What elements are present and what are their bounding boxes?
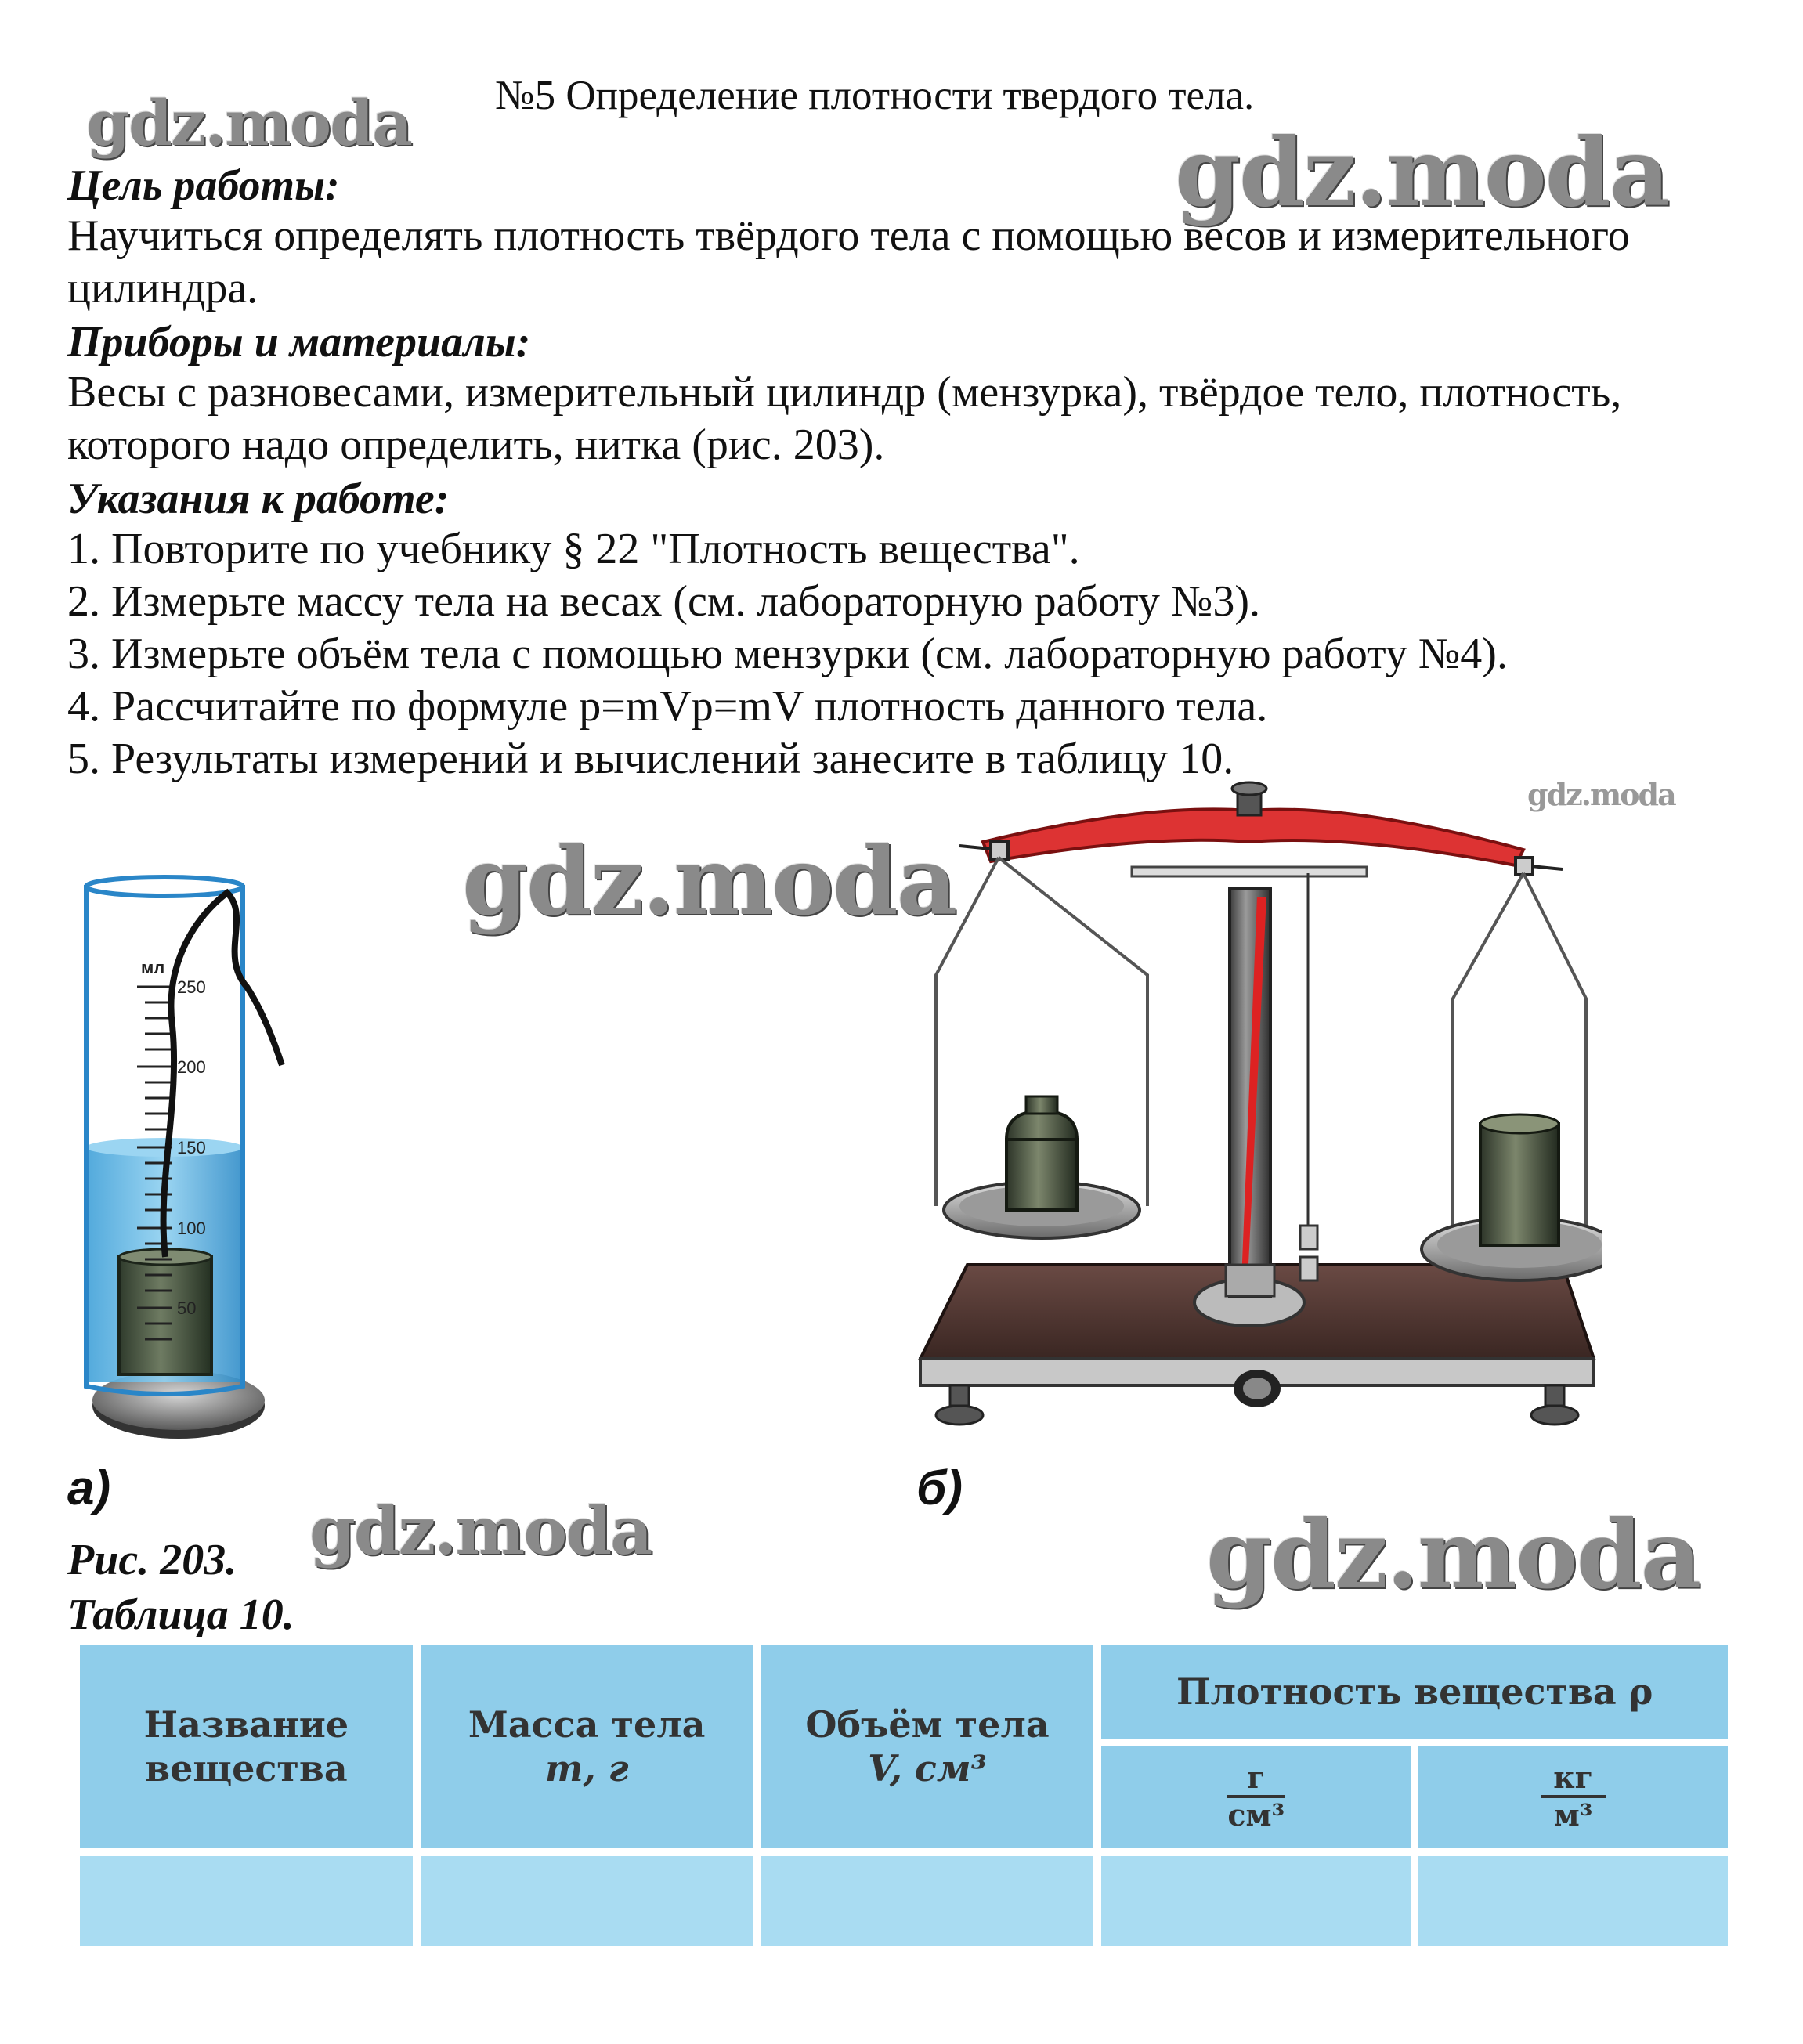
header-cell-density: Плотность вещества ρ bbox=[1097, 1641, 1732, 1742]
cylinder-tick-label: 50 bbox=[177, 1298, 197, 1318]
unit-fraction: $\frac{г}{\text{см³}}$ bbox=[1227, 1759, 1285, 1833]
instructions-heading: Указания к работе: bbox=[67, 475, 450, 523]
cylinder-tick-label: 250 bbox=[177, 977, 206, 997]
cylinder-tick-label: 150 bbox=[177, 1138, 206, 1157]
goal-line: цилиндра. bbox=[67, 264, 258, 312]
watermark: gdz.moda bbox=[1175, 117, 1669, 228]
watermark: gdz.moda bbox=[1206, 1500, 1700, 1610]
materials-line: которого надо определить, нитка (рис. 203). bbox=[67, 421, 885, 469]
cylinder-unit-label: мл bbox=[141, 958, 165, 977]
table-cell[interactable] bbox=[76, 1852, 417, 1950]
table-cell[interactable] bbox=[757, 1852, 1098, 1950]
unit-cell-kg-per-m3 bbox=[1415, 1742, 1732, 1852]
instruction-step: 2. Измерьте массу тела на весах (см. лабораторную работу №3). bbox=[67, 577, 1260, 626]
unit-cell-g-per-cm3 bbox=[1097, 1742, 1415, 1852]
figure-caption: Рис. 203. bbox=[67, 1536, 237, 1584]
header-cell-volume: Объём тела V, см³ bbox=[757, 1641, 1098, 1852]
cylinder-tick-label: 100 bbox=[177, 1219, 206, 1238]
watermark: gdz.moda bbox=[86, 86, 411, 160]
header-cell-substance: Название вещества bbox=[76, 1641, 417, 1852]
goal-line: Научиться определять плотность твёрдого тела с помощью весов и измерительного bbox=[67, 211, 1630, 260]
figure-label-b: б) bbox=[916, 1461, 963, 1515]
table-cell[interactable] bbox=[1415, 1852, 1732, 1950]
instruction-step: 4. Рассчитайте по формуле p=mVp=mV плотность данного тела. bbox=[67, 682, 1268, 731]
header-cell-mass: Масса тела m, г bbox=[417, 1641, 757, 1852]
page-title: №5 Определение плотности твердого тела. bbox=[495, 73, 1255, 118]
unit-fraction: $\frac{кг}{\text{м³}}$ bbox=[1541, 1761, 1606, 1833]
figure-label-a: а) bbox=[67, 1461, 111, 1515]
table-caption: Таблица 10. bbox=[67, 1591, 294, 1639]
materials-heading: Приборы и материалы: bbox=[67, 318, 531, 367]
data-table bbox=[72, 1637, 1736, 1954]
instruction-step: 3. Измерьте объём тела с помощью мензурки (см. лабораторную работу №4). bbox=[67, 630, 1508, 678]
materials-line: Весы с разновесами, измерительный цилиндр (мензурка), твёрдое тело, плотность, bbox=[67, 368, 1622, 417]
cylinder-tick-label: 200 bbox=[177, 1057, 206, 1077]
watermark: gdz.moda bbox=[309, 1492, 652, 1569]
table-cell[interactable] bbox=[1097, 1852, 1415, 1950]
instruction-step: 5. Результаты измерений и вычислений занесите в таблицу 10. bbox=[67, 735, 1234, 783]
instruction-step: 1. Повторите по учебнику § 22 "Плотность вещества". bbox=[67, 525, 1080, 573]
watermark: gdz.moda bbox=[462, 826, 956, 937]
goal-heading: Цель работы: bbox=[67, 161, 340, 210]
watermark: gdz.moda bbox=[1527, 777, 1675, 812]
measuring-cylinder-illustration bbox=[63, 869, 298, 1449]
table-cell[interactable] bbox=[417, 1852, 757, 1950]
balance-scale-illustration bbox=[912, 779, 1602, 1453]
